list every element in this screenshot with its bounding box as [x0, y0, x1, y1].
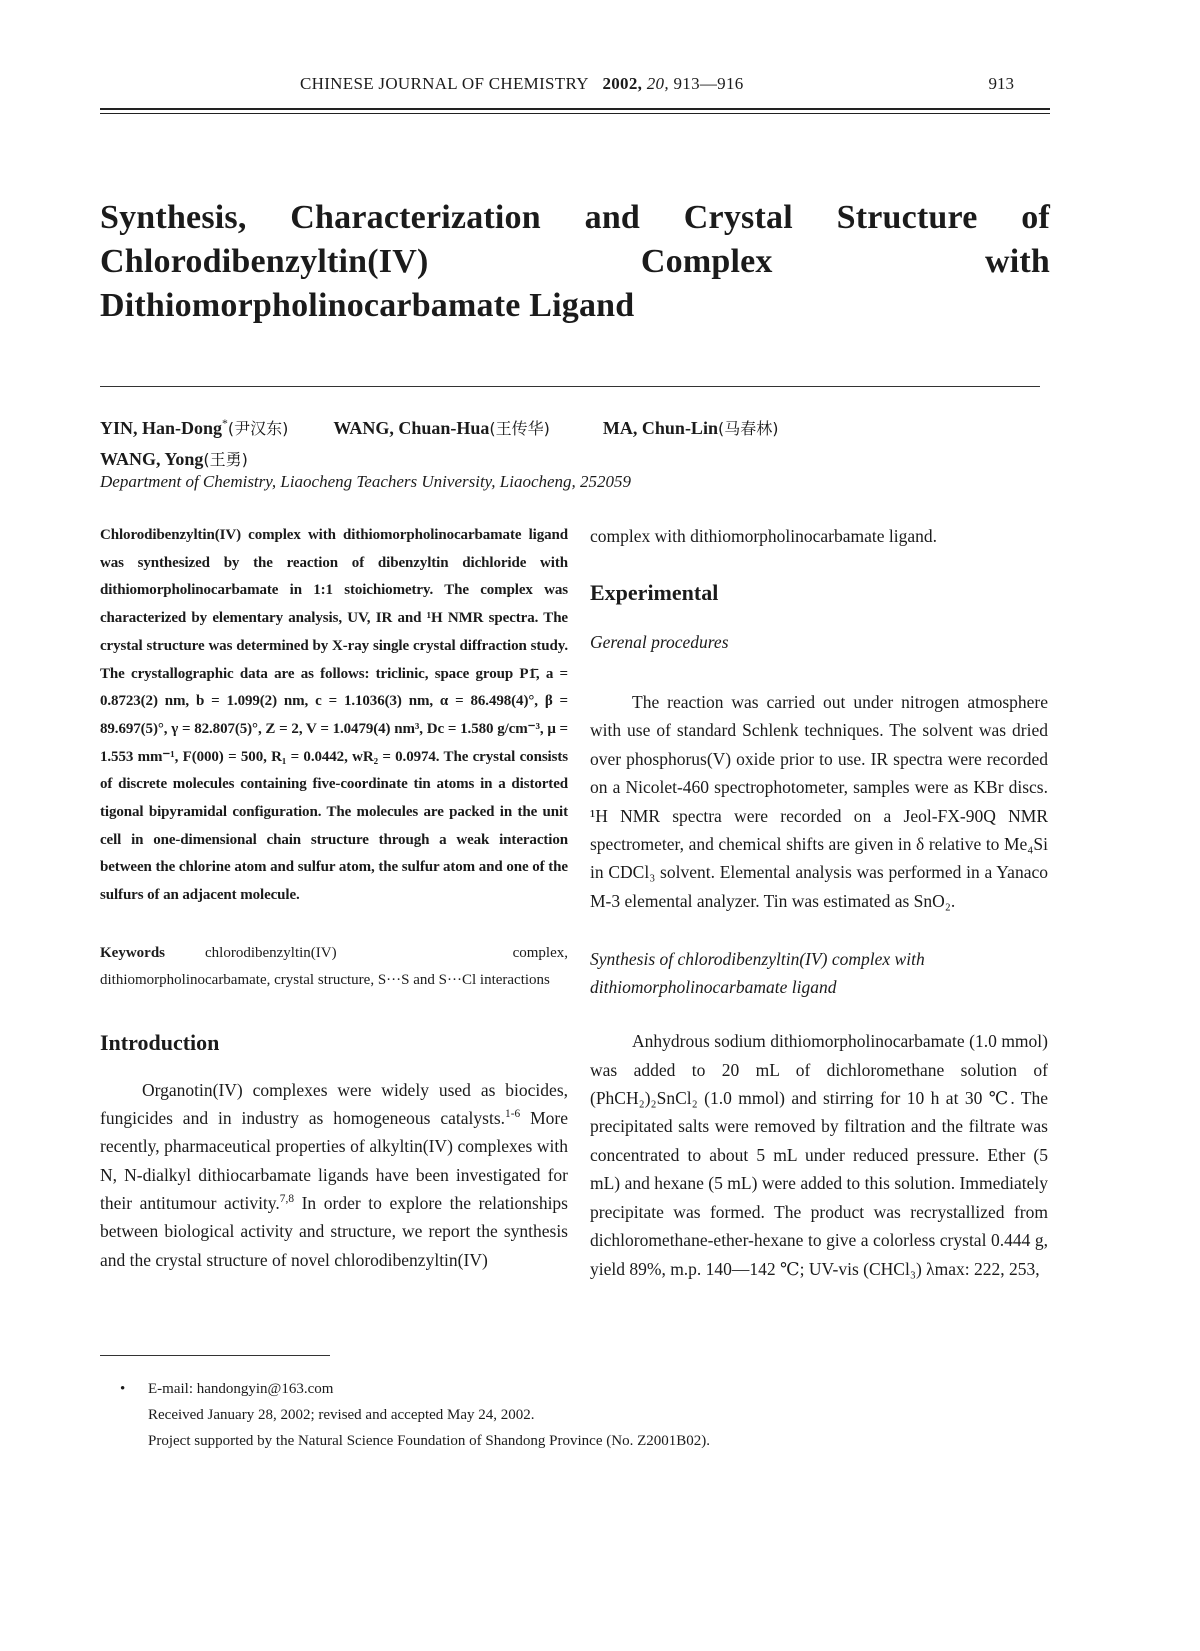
right-column — [590, 522, 1048, 1283]
author-chinese-name: (马春林) — [717, 419, 779, 438]
synthesis-heading: Synthesis of chlorodibenzyltin(IV) complex with dithiomorpholinocarbamate ligand — [590, 949, 925, 998]
author-name: WANG, Yong — [100, 449, 204, 469]
footnotes — [120, 1376, 1020, 1454]
intro-text: Organotin(IV) complexes were widely used as biocides, fungicides and in industry as homogeneous catalysts. — [100, 1079, 568, 1129]
general-procedures-heading: Gerenal procedures — [590, 632, 729, 652]
introduction-continuation: complex with dithiomorpholinocarbamate ligand. — [590, 526, 938, 546]
author-chinese-name: (王勇) — [203, 450, 248, 469]
experimental-heading: Experimental — [590, 580, 719, 605]
synthesis-text: Anhydrous sodium dithiomorpholinocarbamate (1.0 mmol) was added to 20 mL of dichloromethane solution of (PhCH₂)₂SnCl₂ (1.0 mmol) and stirring for 10 h at 30 ℃. The precipitated salts were removed by filtration and the filtrate was concentrated to about 5 mL under reduced pressure. Ether (5 mL) and hexane (5 mL) were added to this solution. Immediately precipitate was formed. The product was recrystallized from dichloromethane-ether-hexane to give a colorless crystal 0.444 g, yield 89%, m.p. 140—142 ℃; UV-vis (CHCl₃) λmax: 222, 253, — [590, 1031, 1048, 1279]
footnote-project: Project supported by the Natural Science Foundation of Shandong Province (No. Z2001B02). — [148, 1433, 710, 1449]
journal-citation — [300, 74, 744, 94]
email-text: E-mail: handongyin@163.com — [148, 1381, 334, 1397]
general-procedures-text: The reaction was carried out under nitrogen atmosphere with use of standard Schlenk techniques. The solvent was dried over phosphorus(V) oxide prior to use. IR spectra were recorded on a Nicolet-460 spectrophotometer, samples were as KBr discs. ¹H NMR spectra were recorded on a Jeol-FX-90Q NMR spectrometer, and chemical shifts are given in δ relative to Me₄Si in CDCl₃ solvent. Elemental analysis was performed in a Yanaco M-3 elemental analyzer. Tin was estimated as SnO₂. — [590, 692, 1048, 911]
introduction-heading: Introduction — [100, 1029, 220, 1055]
keywords-label: Keywords — [100, 944, 165, 961]
citation-ref: 1-6 — [505, 1108, 521, 1121]
author-name: MA, Chun-Lin — [602, 418, 718, 438]
journal-year: 2002, — [602, 74, 643, 93]
footnote-email — [120, 1376, 1020, 1402]
journal-name: CHINESE JOURNAL OF CHEMISTRY — [300, 74, 589, 93]
abstract: Chlorodibenzyltin(IV) complex with dithiomorpholinocarbamate ligand was synthesized by the reaction of dibenzyltin dichloride with dithiomorpholinocarbamate in 1:1 stoichiometry. The complex was characterized by elementary analysis, UV, IR and ¹H NMR spectra. The crystal structure was determined by X-ray single crystal diffraction study. The crystallographic data are as follows: triclinic, space group P1̄, a = 0.8723(2) nm, b = 1.099(2) nm, c = 1.1036(3) nm, α = 86.498(4)°, β = 89.697(5)°, γ = 82.807(5)°, Z = 2, V = 1.0479(4) nm³, Dc = 1.580 g/cm⁻³, μ = 1.553 mm⁻¹, F(000) = 500, R₁ = 0.0442, wR₂ = 0.0974. The crystal consists of discrete molecules containing five-coordinate tin atoms in a distorted tigonal bipyramidal configuration. The molecules are packed in the unit cell in one-dimensional chain structure through a weak interaction between the chlorine atom and sulfur atom, the sulfur atom and one of the sulfurs of an adjacent molecule. — [100, 527, 568, 904]
author-name: WANG, Chuan-Hua — [333, 418, 490, 438]
title-rule — [100, 386, 1040, 387]
author-chinese-name: (王传华) — [489, 419, 550, 438]
author-3 — [603, 418, 779, 438]
citation-ref: 7,8 — [279, 1193, 294, 1206]
page-number: 913 — [988, 74, 1014, 93]
left-column — [100, 522, 568, 1274]
journal-volume: 20, — [646, 74, 669, 93]
article-title: Synthesis, Characterization and Crystal Structure of Chlorodibenzyltin(IV) Complex with Dithiomorpholinocarbamate Ligand — [100, 199, 1050, 324]
intro-text: More recently, pharmaceutical properties of alkyltin(IV) complexes with N, N-dialkyl dithiocarbamate ligands have been investigated for their antitumour activity. — [100, 1108, 569, 1214]
footnote-rule — [100, 1355, 330, 1356]
affiliation: Department of Chemistry, Liaocheng Teachers University, Liaocheng, 252059 — [100, 472, 632, 491]
introduction-paragraph — [100, 1076, 568, 1274]
intro-text: In order to explore the relationships between biological activity and structure, we report the synthesis and the crystal structure of novel chlorodibenzyltin(IV) — [100, 1193, 568, 1270]
keywords-text: chlorodibenzyltin(IV) complex, dithiomorpholinocarbamate, crystal structure, S···S and S···Cl interactions — [100, 944, 568, 988]
author-2 — [333, 418, 554, 438]
keywords — [100, 940, 568, 994]
author-1 — [100, 418, 293, 438]
header-rule-thick — [100, 108, 1050, 110]
footnote-received: Received January 28, 2002; revised and accepted May 24, 2002. — [148, 1407, 535, 1423]
author-4 — [100, 449, 248, 469]
author-chinese-name: (尹汉东) — [227, 419, 289, 438]
author-name: YIN, Han-Dong — [100, 418, 223, 438]
corresponding-mark: * — [222, 417, 228, 430]
author-list — [100, 413, 1050, 475]
journal-pages: 913—916 — [673, 74, 744, 93]
header-rule-thin — [100, 113, 1050, 114]
footnote-bullet: • — [120, 1381, 126, 1397]
running-header — [100, 74, 1050, 104]
